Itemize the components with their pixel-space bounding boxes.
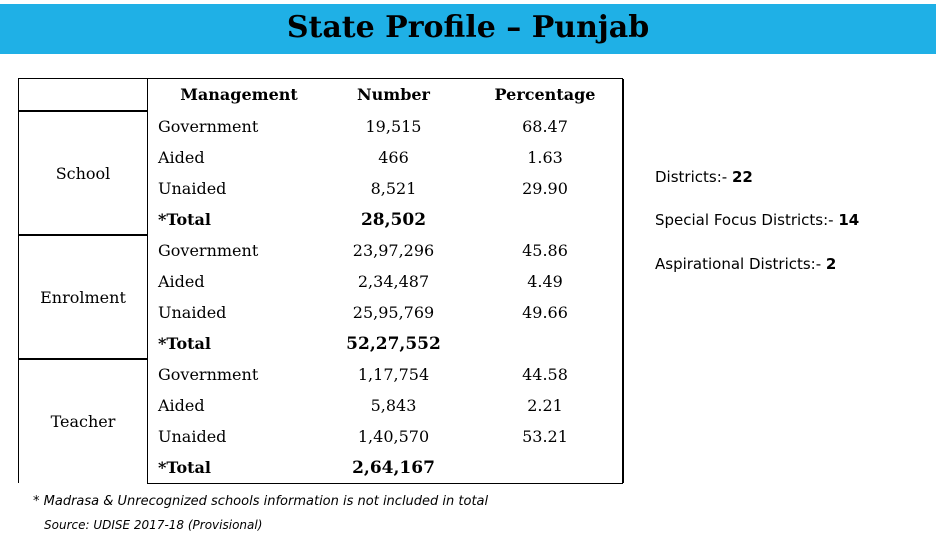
row-management: Government bbox=[158, 365, 259, 384]
aspirational-districts-info bbox=[655, 255, 836, 273]
row-percentage: 49.66 bbox=[467, 297, 624, 328]
table-row bbox=[19, 359, 624, 390]
districts-info bbox=[655, 168, 753, 186]
table-header-row bbox=[19, 79, 624, 112]
row-number: 5,843 bbox=[370, 396, 417, 415]
state-profile-table bbox=[18, 78, 624, 483]
row-management: Government bbox=[158, 241, 259, 260]
row-number: 25,95,769 bbox=[352, 303, 435, 322]
row-number: 28,502 bbox=[360, 209, 427, 230]
table-row bbox=[19, 235, 624, 266]
row-number: 466 bbox=[378, 148, 409, 167]
row-percentage: 29.90 bbox=[467, 173, 624, 204]
row-percentage bbox=[467, 328, 624, 359]
row-percentage: 45.86 bbox=[467, 235, 624, 266]
row-management: Aided bbox=[158, 272, 205, 291]
row-number: 23,97,296 bbox=[352, 241, 435, 260]
row-percentage: 4.49 bbox=[467, 266, 624, 297]
row-number: 52,27,552 bbox=[346, 333, 441, 354]
row-management: Unaided bbox=[158, 427, 227, 446]
header-management: Management bbox=[180, 85, 298, 105]
row-percentage: 44.58 bbox=[467, 359, 624, 390]
header-number: Number bbox=[357, 85, 430, 105]
row-management: Aided bbox=[158, 148, 205, 167]
footnote: * Madrasa & Unrecognized schools information is not included in total bbox=[33, 494, 489, 509]
aspirational-value: 2 bbox=[825, 255, 837, 273]
row-number: 8,521 bbox=[370, 179, 417, 198]
special-focus-districts-info bbox=[655, 211, 859, 229]
row-percentage bbox=[467, 204, 624, 235]
row-management: *Total bbox=[158, 458, 211, 477]
page-title: State Profile – Punjab bbox=[286, 10, 650, 45]
row-number: 2,64,167 bbox=[352, 457, 435, 478]
source-note: Source: UDISE 2017-18 (Provisional) bbox=[44, 518, 263, 532]
header-blank-cell bbox=[19, 79, 148, 112]
header-percentage: Percentage bbox=[467, 79, 624, 112]
row-number: 2,34,487 bbox=[357, 272, 430, 291]
districts-label: Districts:- bbox=[655, 168, 732, 186]
districts-value: 22 bbox=[731, 168, 753, 186]
aspirational-label: Aspirational Districts:- bbox=[655, 255, 826, 273]
row-number: 1,40,570 bbox=[357, 427, 430, 446]
row-management: Unaided bbox=[158, 303, 227, 322]
section-label-enrolment: Enrolment bbox=[19, 235, 148, 359]
row-percentage: 53.21 bbox=[467, 421, 624, 452]
row-management: *Total bbox=[158, 210, 211, 229]
section-label-school: School bbox=[19, 111, 148, 235]
row-management: Government bbox=[158, 117, 259, 136]
row-management: Aided bbox=[158, 396, 205, 415]
row-management: *Total bbox=[158, 334, 211, 353]
special-focus-value: 14 bbox=[838, 211, 860, 229]
row-percentage: 68.47 bbox=[467, 111, 624, 142]
row-management: Unaided bbox=[158, 179, 227, 198]
table-row bbox=[19, 111, 624, 142]
row-percentage bbox=[467, 452, 624, 483]
special-focus-label: Special Focus Districts:- bbox=[655, 211, 839, 229]
section-label-teacher: Teacher bbox=[19, 359, 148, 483]
row-number: 19,515 bbox=[365, 117, 422, 136]
row-number: 1,17,754 bbox=[357, 365, 430, 384]
row-percentage: 1.63 bbox=[467, 142, 624, 173]
row-percentage: 2.21 bbox=[467, 390, 624, 421]
